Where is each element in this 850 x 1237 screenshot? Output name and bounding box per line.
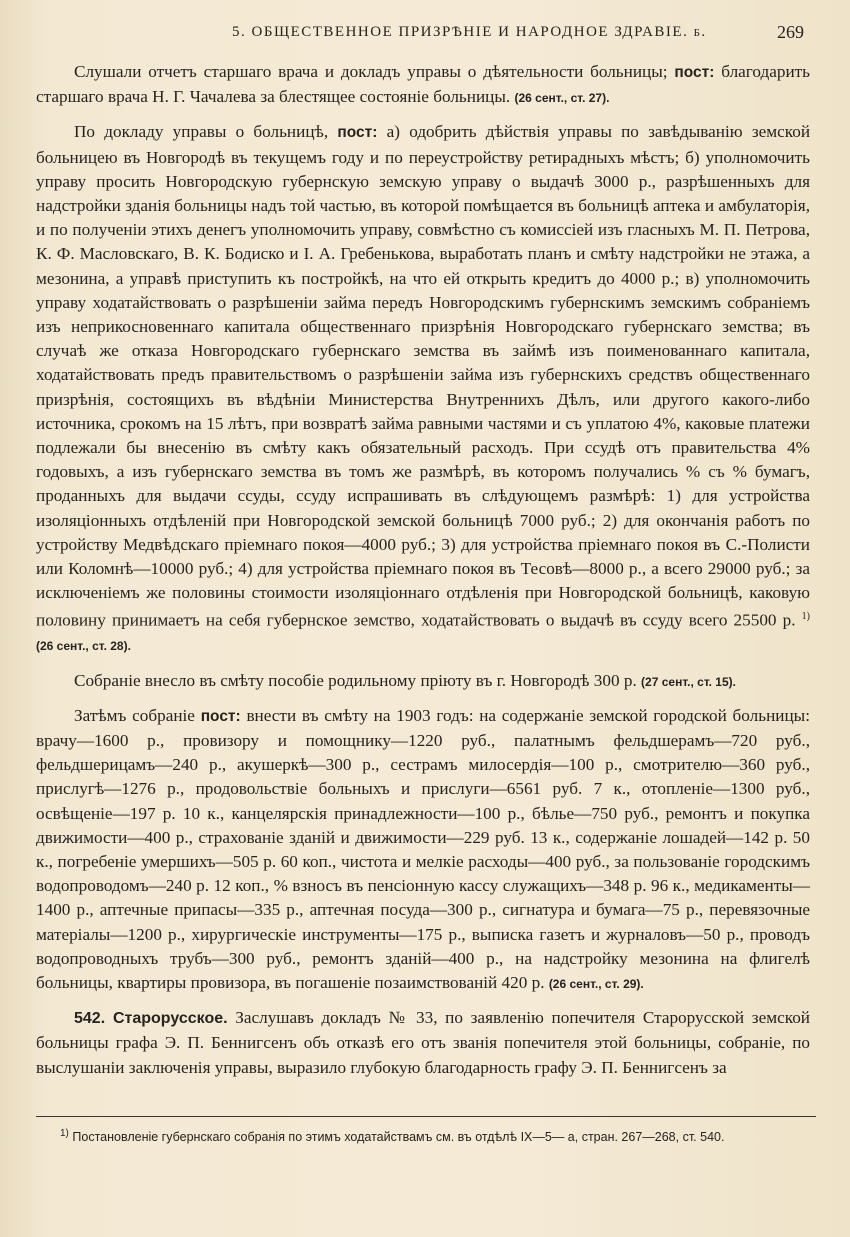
paragraph-report bbox=[36, 60, 810, 110]
resolution-keyword: пост: bbox=[674, 64, 715, 81]
running-header bbox=[0, 22, 850, 48]
paragraph-budget bbox=[36, 704, 810, 996]
resolution-keyword: пост: bbox=[337, 124, 378, 142]
footnote-mark: 1) bbox=[60, 1128, 69, 1139]
paragraph-text: благодарить старшаго врача Н. Г. Чачалева за блестящее состояніе больницы. bbox=[36, 62, 811, 107]
footnote bbox=[60, 1126, 810, 1145]
paragraph-hospital-resolution bbox=[36, 120, 810, 658]
paragraph-maternity-shelter bbox=[36, 669, 810, 694]
paragraph-text: Собраніе внесло въ смѣту пособіе родильному пріюту въ г. Новгородѣ 300 р. bbox=[74, 670, 637, 690]
paragraph-text: Слушали отчетъ старшаго врача и докладъ управы о дѣятельности больницы; bbox=[74, 62, 668, 81]
paragraph-text: а) одобрить дѣйствія управы по завѣдыванію земской больницею въ Новгородѣ въ текущемъ году и по переустройству ретирадныхъ мѣстъ; б) уполномочить управу просить Новгородскую губернскую земскую управу о выдачѣ 3000 р., разрѣшенныхъ для надстройки зданія больницы надъ той частью, въ которой помѣщается въ больницѣ аптека и амбулаторія, и по полученіи этихъ денегъ уполномочить управу, совмѣстно съ комиссіей изъ гласныхъ М. П. Петрова, К. Ф. Масловскаго, В. К. Бодиско и І. А. Гребенькова, выработать планъ и смѣту надстройки не этажа, а мезонина, а управѣ приступить къ постройкѣ, на что ей открыть кредитъ до 4000 р.; в) уполномочить управу ходатайствовать о разрѣшеніи займа передъ Новгородскимъ губернскимъ земскимъ собраніемъ изъ неприкосновеннаго капитала общественнаго призрѣнія Новгородскаго губернскаго земства; въ случаѣ же отказа Новгородскаго губернскаго земства въ займѣ изъ поименованнаго капитала, ходатайствовать предъ правительствомъ о разрѣшеніи займа изъ губернскихъ средствъ общественнаго призрѣнія, состоящихъ въ вѣдѣніи Министерства Внутреннихъ Дѣлъ, или другого какого-либо источника, срокомъ на 15 лѣтъ, при возвратѣ займа равными частями и съ уплатою 4%, каковые платежи подлежали бы внесенію въ смѣту какъ обязательный расходъ. При ссудѣ отъ правительства 4% годовыхъ, а изъ губернскаго земства въ томъ же размѣрѣ, въ которомъ получались % съ % бумагъ, проданныхъ для выдачи ссуды, ссуду испрашивать въ слѣдующемъ размѣрѣ: 1) для устройства изоляціонныхъ отдѣленій при Новгородской земской больницѣ 7000 руб.; 2) для окончанія работъ по устройству Медвѣдскаго пріемнаго покоя—4000 руб.; 3) для устройства пріемнаго покоя въ С.-Полисти или Коломнѣ—10000 руб.; 4) для устройства пріемнаго покоя въ Тесовѣ—8000 р., а всего 29000 руб.; за исключеніемъ же половины стоимости изоляціоннаго отдѣленія при Новгородской больницѣ, каковую половину принимаетъ на себя губернское земство, ходатайствовать о выдачѣ въ ссуду всего 25500 р. bbox=[36, 122, 811, 631]
footnote-text: Постановленіе губернскаго собранія по этимъ ходатайствамъ см. въ отдѣлѣ IX—5— а, стран. 267—268, ст. 540. bbox=[72, 1130, 725, 1145]
paragraph-text: Затѣмъ собраніе bbox=[74, 705, 195, 725]
footnote-marker: 1) bbox=[801, 611, 811, 623]
session-reference: (26 сент., ст. 27). bbox=[514, 91, 610, 106]
section-title: 5. ОБЩЕСТВЕННОЕ ПРИЗРѢНІЕ И НАРОДНОЕ ЗДРАВІЕ. б. bbox=[232, 24, 707, 40]
paragraph-text: Заслушавъ докладъ № 33, по заявленію попечителя Старорусской земской больницы графа Э. П. Беннигсенъ объ отказѣ его отъ званія попечителя этой больницы, собраніе, по выслушаніи заключенія управы, выразило глубокую благодарность графу Э. П. Беннигсенъ за bbox=[36, 1008, 810, 1077]
district-heading: 542. Старорусское. bbox=[74, 1010, 228, 1028]
session-reference: (26 сент., ст. 29). bbox=[548, 977, 644, 992]
paragraph-text: По докладу управы о больницѣ, bbox=[74, 122, 329, 142]
document-body bbox=[36, 60, 810, 1090]
session-reference: (26 сент., ст. 28). bbox=[36, 639, 131, 654]
footnote-divider bbox=[36, 1116, 816, 1117]
resolution-keyword: пост: bbox=[200, 707, 241, 725]
session-reference: (27 сент., ст. 15). bbox=[641, 674, 736, 689]
paragraph-text: внести въ смѣту на 1903 годъ: на содержаніе земской городской больницы: врачу—1600 р., провизору и помощнику—1220 руб., палатнымъ фельдшерамъ—720 руб., фельдшерицамъ—240 р., акушеркѣ—300 р., сестрамъ милосердія—100 р., смотрителю—360 руб., прислугѣ—1276 р., продовольствіе больныхъ и прислуги—6561 руб. 7 к., отопленіе—1300 руб., освѣщеніе—197 р. 10 к., канцелярскія принадлежности—100 р., бѣлье—750 руб., ремонтъ и покупка движимости—400 р., страхованіе зданій и движимости—229 руб. 13 к., содержаніе лошадей—142 р. 50 к., погребеніе умершихъ—505 р. 60 коп., чистота и мелкіе расходы—400 руб., за пользованіе городскимъ водопроводомъ—240 р. 12 коп., % взносъ въ пенсіонную кассу служащихъ—348 р. 96 к., медикаменты—1400 р., аптечные припасы—335 р., аптечная посуда—300 р., сигнатура и бумага—75 р., перевязочные матеріалы—1200 р., хирургическіе инструменты—175 р., выписка газетъ и журналовъ—50 р., проводъ водопроводныхъ трубъ—300 руб., ремонтъ зданій—400 р., на надстройку мезонина на флигелѣ больницы, квартиры провизора, въ погашеніе позаимствованій 420 р. bbox=[36, 705, 811, 993]
page-number: 269 bbox=[777, 22, 804, 42]
paragraph-staraya-russa bbox=[36, 1006, 810, 1080]
